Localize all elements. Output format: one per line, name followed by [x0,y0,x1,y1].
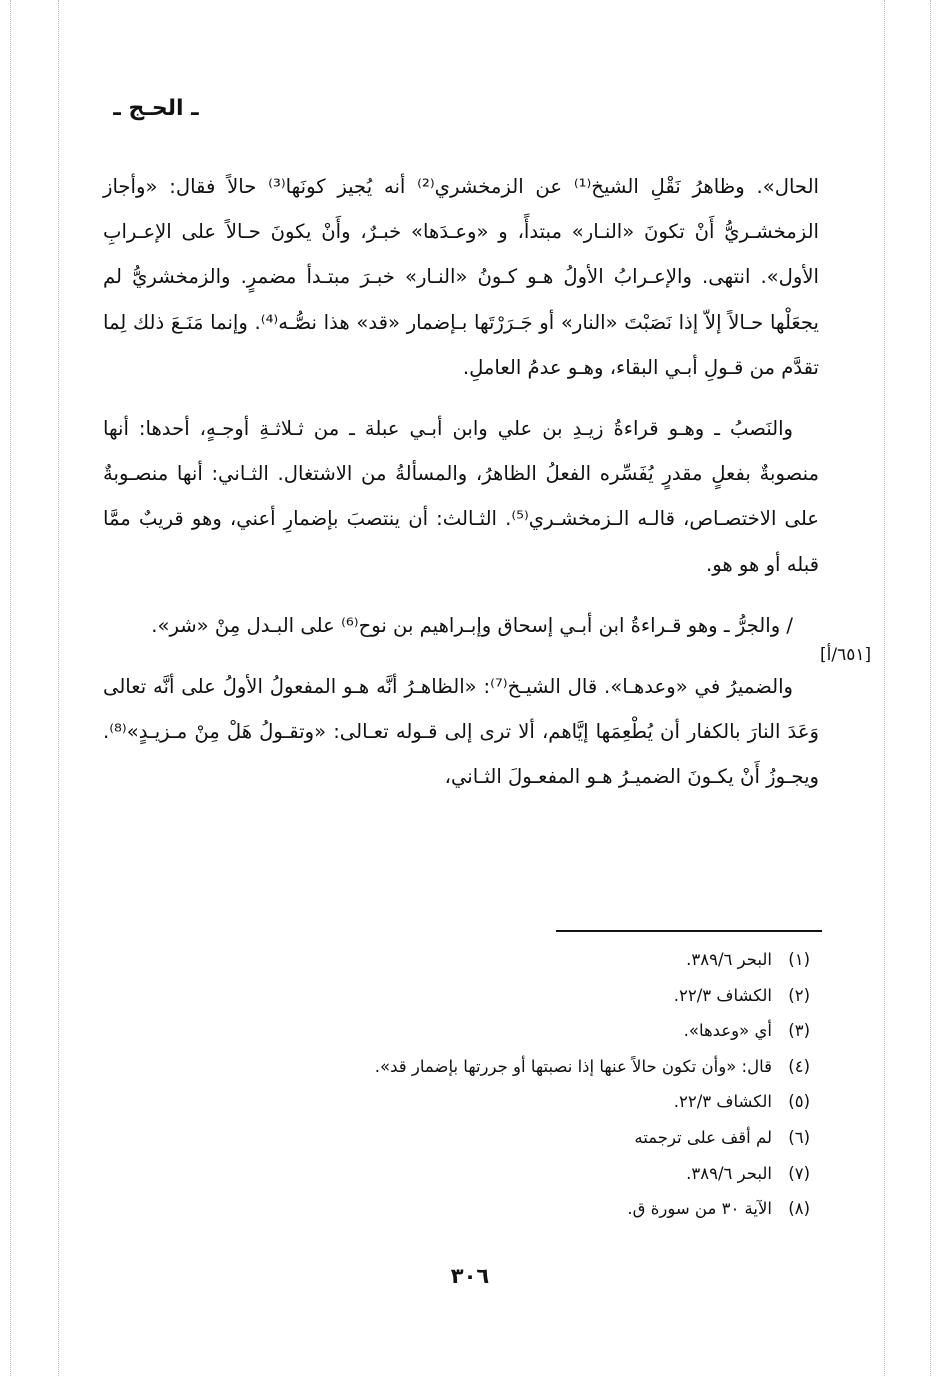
footnote-text: لم أقف على ترجمته [634,1127,772,1147]
scan-edge-line [884,0,885,1376]
manuscript-folio-ref: [٦٥١/أ] [820,645,872,665]
paragraph: والضميرُ في «وعدهـا». قال الشيـخ⁽⁷⁾: «الظاهـرُ أنَّه هـو المفعولُ الأولُ على أنَّه تعالى وَعَدَ النارَ بالكفار أن يُطْعِمَها إيَّاهم، ألا ترى إلى قـوله تعـالى: «وتقـولُ هَلْ مِنْ مـزيـدٍ»⁽⁸⁾. ويجـوزُ أَنْ يكـونَ الضميـرُ هـو المفعـولَ الثـاني، [103,675,819,789]
footnote-item [100,978,810,1014]
page-number: ٣٠٦ [450,1264,490,1288]
footnote-text: قال: «وأن تكون حالاً عنها إذا نصبتها أو جررتها بإضمار قد». [374,1056,772,1076]
scan-edge-line [58,0,59,1376]
scan-edge-line [930,0,931,1376]
footnote-number: (٣) [788,1021,810,1041]
footnote-text: الآية ٣٠ من سورة ق. [627,1199,772,1219]
footnotes-list [100,942,810,1227]
footnote-number: (٤) [788,1056,810,1076]
footnote-number: (٢) [788,985,810,1005]
paragraph: / والجرُّ ـ وهو قـراءةُ ابن أبـي إسحاق وإبـراهيم بن نوح⁽⁶⁾ على البـدل مِنْ «شر». [151,613,793,637]
footnote-text: الكشاف ٢٢/٣. [673,985,772,1005]
footnote-item [100,1191,810,1227]
main-text [103,164,819,800]
footnote-item [100,1156,810,1192]
footnote-text: الكشاف ٢٢/٣. [673,1092,772,1112]
footnote-text: البحر ٣٨٩/٦. [686,1163,772,1183]
footnote-item [100,1084,810,1120]
footnote-text: أي «وعدها». [683,1021,772,1041]
paragraph: الحال». وظاهرُ نَقْلِ الشيخ⁽¹⁾ عن الزمخشري⁽²⁾ أنه يُجيز كونَها⁽³⁾ حالاً فقال: «وأجاز الزمخشـريُّ أَنْ تكونَ «النـار» مبتدأً، و «وعـدَها» خبـرٌ، وأَنْ يكونَ حـالاً على الإعـرابِ الأول». انتهى. والإعـرابُ الأولُ هـو كـونُ «النـار» خبـرَ مبتـدأ مضمرٍ. والزمخشريُّ لم يجعَلْها حـالاً إلاّ إذا نَصَبْتَ «النار» أو جَـرَرْتَها بـإضمار «قد» هذا نصُّـه⁽⁴⁾. وإنما مَنَـعَ ذلك لِما تقدَّم من قـولِ أبـي البقاء، وهـو عدمُ العاملِ. [103,175,819,379]
footnote-item [100,1049,810,1085]
footnote-number: (٦) [788,1127,810,1147]
footnote-item [100,1120,810,1156]
footnote-number: (١) [788,950,810,969]
footnote-item [100,1013,810,1049]
running-head: ـ الحـج ـ [113,96,199,121]
footnote-number: (٨) [788,1199,810,1219]
footnote-number: (٥) [788,1092,810,1112]
footnote-number: (٧) [788,1163,810,1183]
paragraph: والنَصبُ ـ وهـو قراءةُ زيـدِ بن علي وابن أبـي عبلة ـ من ثـلاثـةِ أوجـهٍ، أحدها: أنها منصوبةٌ بفعلٍ مقدرٍ يُفَسِّره الفعلُ الظاهرُ، والمسألةُ من الاشتغال. الثـاني: أنها منصـوبةٌ على الاختصـاص، قالـه الـزمخشـري⁽⁵⁾. الثـالث: أن ينتصبَ بإضمارِ أعني، وهو قريبٌ ممَّا قبله أو هو هو. [103,417,820,576]
footnote-text: البحر ٣٨٩/٦. [686,950,772,969]
footnote-divider [556,930,822,932]
footnote-item [100,942,810,978]
scan-edge-line [10,0,11,1376]
